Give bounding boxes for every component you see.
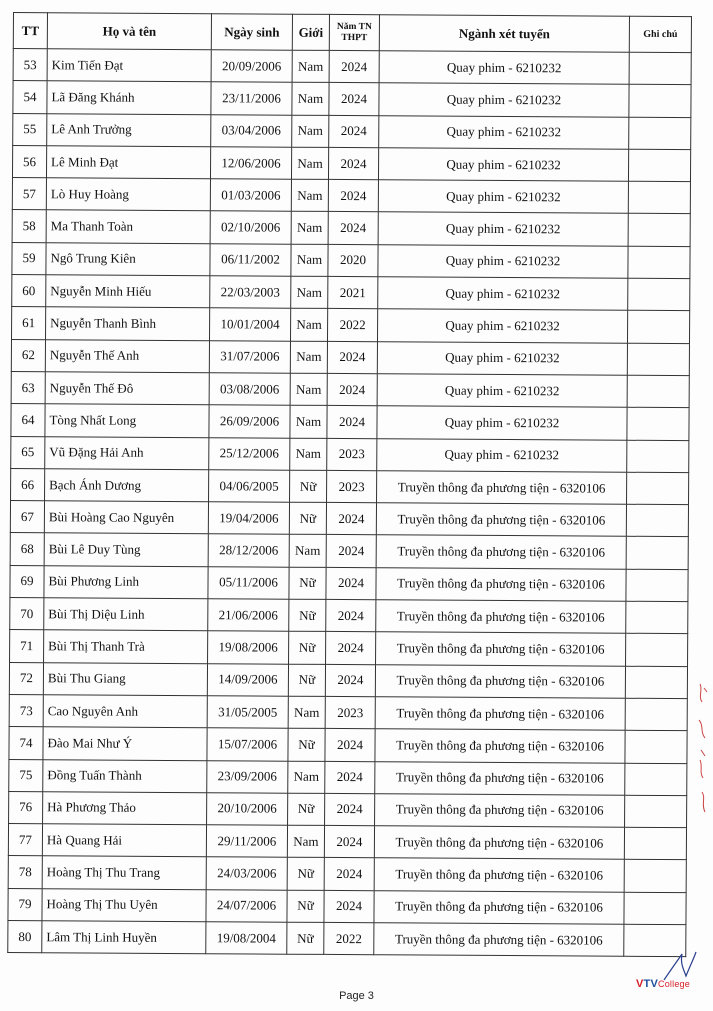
cell-dob: 12/06/2006 <box>210 147 291 180</box>
table-row <box>12 307 690 343</box>
cell-dob: 20/09/2006 <box>211 50 292 83</box>
cell-gender: Nam <box>291 212 328 245</box>
table-row <box>10 598 688 634</box>
cell-major: Truyền thông đa phương tiện - 6320106 <box>374 826 624 860</box>
cell-note <box>625 795 687 828</box>
cell-note <box>624 892 686 925</box>
cell-gender: Nữ <box>289 502 326 535</box>
cell-name: Hà Phương Thảo <box>43 792 207 825</box>
cell-tt: 72 <box>9 662 43 695</box>
cell-major: Truyền thông đa phương tiện - 6320106 <box>374 858 624 892</box>
table-row <box>9 791 687 827</box>
cell-graduation-year: 2024 <box>325 664 375 697</box>
cell-dob: 25/12/2006 <box>209 437 290 470</box>
table-row <box>11 371 689 407</box>
cell-note <box>625 666 687 699</box>
table-row <box>8 824 686 860</box>
cell-gender: Nam <box>292 83 329 116</box>
cell-name: Lâm Thị Linh Huyền <box>42 921 206 954</box>
cell-graduation-year: 2024 <box>327 373 377 406</box>
cell-name: Lã Đăng Khánh <box>47 81 211 114</box>
table-header <box>13 13 691 53</box>
cell-dob: 31/05/2005 <box>207 696 288 729</box>
cell-gender: Nữ <box>289 599 326 632</box>
cell-graduation-year: 2023 <box>327 438 377 471</box>
cell-name: Bùi Thị Diệu Linh <box>44 598 208 631</box>
cell-gender: Nữ <box>289 632 326 665</box>
table-row <box>12 275 690 311</box>
cell-graduation-year: 2023 <box>327 470 377 503</box>
cell-tt: 57 <box>12 178 46 211</box>
table-row <box>8 921 686 957</box>
cell-name: Ma Thanh Toàn <box>46 210 210 243</box>
table-row <box>12 242 690 278</box>
cell-name: Bùi Thị Thanh Trà <box>44 630 208 663</box>
cell-note <box>626 537 688 570</box>
cell-major: Truyền thông đa phương tiện - 6320106 <box>375 664 625 698</box>
cell-note <box>628 246 690 279</box>
header-tt: TT <box>13 13 47 49</box>
cell-major: Truyền thông đa phương tiện - 6320106 <box>377 471 627 505</box>
cell-gender: Nam <box>291 276 328 309</box>
cell-dob: 19/04/2006 <box>208 502 289 535</box>
cell-major: Quay phim - 6210232 <box>377 341 627 375</box>
cell-note <box>627 311 689 344</box>
cell-gender: Nữ <box>287 922 324 955</box>
cell-dob: 26/09/2006 <box>209 405 290 438</box>
cell-graduation-year: 2024 <box>325 729 375 762</box>
cell-name: Bạch Ánh Dương <box>45 469 209 502</box>
cell-note <box>627 440 689 473</box>
cell-major: Truyền thông đa phương tiện - 6320106 <box>375 761 625 795</box>
table-row <box>13 49 691 85</box>
cell-dob: 05/11/2006 <box>208 566 289 599</box>
cell-graduation-year: 2024 <box>327 406 377 439</box>
header-graduation-year-line2: THPT <box>341 32 368 43</box>
cell-tt: 62 <box>11 339 45 372</box>
cell-dob: 19/08/2004 <box>206 922 287 955</box>
cell-dob: 24/07/2006 <box>206 889 287 922</box>
cell-major: Truyền thông đa phương tiện - 6320106 <box>375 729 625 763</box>
cell-major: Truyền thông đa phương tiện - 6320106 <box>376 535 626 569</box>
handwritten-marks-icon <box>694 680 713 820</box>
cell-tt: 63 <box>11 371 45 404</box>
cell-tt: 69 <box>10 565 44 598</box>
cell-tt: 56 <box>12 145 46 178</box>
cell-major: Quay phim - 6210232 <box>377 438 627 472</box>
cell-name: Kim Tiến Đạt <box>47 49 211 82</box>
cell-tt: 55 <box>13 113 47 146</box>
cell-note <box>626 569 688 602</box>
cell-tt: 74 <box>9 727 43 760</box>
cell-tt: 66 <box>11 468 45 501</box>
cell-dob: 21/06/2006 <box>208 599 289 632</box>
cell-graduation-year: 2020 <box>328 244 378 277</box>
cell-tt: 59 <box>12 242 46 275</box>
table-row <box>11 339 689 375</box>
cell-tt: 61 <box>12 307 46 340</box>
cell-tt: 73 <box>9 694 43 727</box>
cell-note <box>627 408 689 441</box>
cell-note <box>628 181 690 214</box>
cell-dob: 22/03/2003 <box>210 276 291 309</box>
header-major: Ngành xét tuyển <box>379 15 629 53</box>
header-graduation-year <box>329 14 379 50</box>
cell-note <box>629 52 691 85</box>
logo-v: V <box>636 978 644 990</box>
cell-graduation-year: 2024 <box>326 632 376 665</box>
cell-major: Quay phim - 6210232 <box>377 374 627 408</box>
table-row <box>10 630 688 666</box>
cell-major: Truyền thông đa phương tiện - 6320106 <box>376 600 626 634</box>
cell-name: Nguyễn Minh Hiếu <box>46 275 210 308</box>
cell-graduation-year: 2024 <box>326 599 376 632</box>
cell-major: Quay phim - 6210232 <box>378 277 628 311</box>
cell-tt: 65 <box>11 436 45 469</box>
cell-note <box>626 601 688 634</box>
cell-tt: 80 <box>8 921 42 954</box>
cell-graduation-year: 2024 <box>329 50 379 83</box>
cell-dob: 03/08/2006 <box>209 373 290 406</box>
cell-note <box>628 149 690 182</box>
cell-major: Quay phim - 6210232 <box>379 51 629 85</box>
cell-note <box>625 730 687 763</box>
table-row <box>9 727 687 763</box>
cell-graduation-year: 2022 <box>327 309 377 342</box>
cell-dob: 06/11/2002 <box>210 243 291 276</box>
cell-name: Cao Nguyên Anh <box>43 695 207 728</box>
cell-major: Truyền thông đa phương tiện - 6320106 <box>374 923 624 957</box>
cell-name: Bùi Thu Giang <box>43 662 207 695</box>
page-number: Page 3 <box>339 990 374 1002</box>
cell-name: Đào Mai Như Ý <box>43 727 207 760</box>
cell-name: Lê Anh Trưởng <box>47 113 211 146</box>
cell-note <box>624 827 686 860</box>
cell-name: Nguyễn Thanh Bình <box>46 307 210 340</box>
cell-graduation-year: 2024 <box>326 503 376 536</box>
cell-tt: 68 <box>10 533 44 566</box>
cell-tt: 67 <box>10 501 44 534</box>
cell-name: Bùi Lê Duy Tùng <box>44 533 208 566</box>
cell-tt: 76 <box>9 791 43 824</box>
cell-major: Truyền thông đa phương tiện - 6320106 <box>376 503 626 537</box>
cell-major: Quay phim - 6210232 <box>378 180 628 214</box>
table-row <box>11 468 689 504</box>
cell-dob: 14/09/2006 <box>207 663 288 696</box>
cell-gender: Nữ <box>288 728 325 761</box>
cell-note <box>624 860 686 893</box>
cell-name: Hoàng Thị Thu Trang <box>42 856 206 889</box>
cell-gender: Nam <box>290 373 327 406</box>
cell-name: Bùi Phương Linh <box>44 565 208 598</box>
cell-major: Truyền thông đa phương tiện - 6320106 <box>376 632 626 666</box>
cell-dob: 31/07/2006 <box>209 340 290 373</box>
table-row <box>12 178 690 214</box>
table-row <box>9 694 687 730</box>
table-row <box>9 759 687 795</box>
cell-dob: 19/08/2006 <box>208 631 289 664</box>
cell-dob: 03/04/2006 <box>211 114 292 147</box>
cell-gender: Nam <box>288 696 325 729</box>
cell-dob: 28/12/2006 <box>208 534 289 567</box>
cell-tt: 78 <box>8 856 42 889</box>
cell-graduation-year: 2024 <box>326 535 376 568</box>
cell-dob: 23/11/2006 <box>211 82 292 115</box>
cell-note <box>627 472 689 505</box>
cell-graduation-year: 2021 <box>328 277 378 310</box>
cell-graduation-year: 2024 <box>325 761 375 794</box>
cell-note <box>628 214 690 247</box>
cell-dob: 01/03/2006 <box>210 179 291 212</box>
cell-note <box>629 117 691 150</box>
cell-graduation-year: 2024 <box>328 212 378 245</box>
cell-graduation-year: 2024 <box>324 826 374 859</box>
cell-graduation-year: 2024 <box>325 793 375 826</box>
table-row <box>8 888 686 924</box>
cell-gender: Nam <box>287 825 324 858</box>
cell-name: Lê Minh Đạt <box>46 146 210 179</box>
cell-gender: Nam <box>290 309 327 342</box>
table-row <box>13 113 691 149</box>
cell-graduation-year: 2024 <box>328 147 378 180</box>
cell-tt: 75 <box>9 759 43 792</box>
cell-tt: 71 <box>10 630 44 663</box>
cell-major: Quay phim - 6210232 <box>379 83 629 117</box>
cell-gender: Nam <box>288 761 325 794</box>
table-row <box>9 662 687 698</box>
cell-name: Bùi Hoàng Cao Nguyên <box>44 501 208 534</box>
cell-gender: Nữ <box>287 890 324 923</box>
cell-gender: Nữ <box>289 567 326 600</box>
cell-gender: Nam <box>292 50 329 83</box>
cell-major: Truyền thông đa phương tiện - 6320106 <box>375 697 625 731</box>
cell-dob: 23/09/2006 <box>207 760 288 793</box>
cell-tt: 77 <box>8 824 42 857</box>
logo-tv: TV <box>643 978 659 990</box>
cell-dob: 02/10/2006 <box>210 211 291 244</box>
cell-name: Hoàng Thị Thu Uyên <box>42 888 206 921</box>
cell-gender: Nam <box>290 438 327 471</box>
cell-name: Ngô Trung Kiên <box>46 242 210 275</box>
cell-note <box>627 343 689 376</box>
cell-gender: Nam <box>290 341 327 374</box>
cell-gender: Nữ <box>290 470 327 503</box>
cell-tt: 58 <box>12 210 46 243</box>
cell-gender: Nữ <box>287 858 324 891</box>
table-row <box>11 404 689 440</box>
cell-dob: 29/11/2006 <box>206 825 287 858</box>
cell-name: Nguyễn Thế Đô <box>45 372 209 405</box>
cell-major: Quay phim - 6210232 <box>378 212 628 246</box>
cell-tt: 60 <box>12 275 46 308</box>
cell-gender: Nam <box>289 535 326 568</box>
cell-name: Nguyễn Thế Anh <box>45 339 209 372</box>
cell-major: Quay phim - 6210232 <box>379 115 629 149</box>
cell-tt: 53 <box>13 49 47 82</box>
cell-note <box>629 85 691 118</box>
cell-gender: Nam <box>291 179 328 212</box>
logo-college: College <box>658 979 690 989</box>
cell-note <box>628 278 690 311</box>
admission-list-table <box>7 12 692 957</box>
cell-tt: 79 <box>8 888 42 921</box>
cell-gender: Nữ <box>288 664 325 697</box>
cell-note <box>625 698 687 731</box>
table-row <box>10 533 688 569</box>
cell-graduation-year: 2024 <box>324 858 374 891</box>
cell-gender: Nữ <box>288 793 325 826</box>
cell-gender: Nam <box>290 405 327 438</box>
cell-major: Quay phim - 6210232 <box>378 245 628 279</box>
header-gender: Giới <box>292 14 329 50</box>
cell-graduation-year: 2024 <box>328 180 378 213</box>
cell-tt: 64 <box>11 404 45 437</box>
cell-name: Vũ Đặng Hải Anh <box>45 436 209 469</box>
cell-name: Tòng Nhất Long <box>45 404 209 437</box>
cell-note <box>626 634 688 667</box>
cell-graduation-year: 2024 <box>329 83 379 116</box>
header-row <box>13 13 691 53</box>
cell-gender: Nam <box>292 115 329 148</box>
cell-name: Hà Quang Hải <box>42 824 206 857</box>
table-row <box>10 565 688 601</box>
cell-note <box>627 375 689 408</box>
cell-gender: Nam <box>291 147 328 180</box>
vtv-college-logo <box>636 978 690 990</box>
cell-graduation-year: 2024 <box>326 567 376 600</box>
header-name: Họ và tên <box>47 13 211 50</box>
cell-tt: 54 <box>13 81 47 114</box>
table-row <box>8 856 686 892</box>
header-graduation-year-line1: Năm TN <box>336 21 372 32</box>
cell-major: Truyền thông đa phương tiện - 6320106 <box>375 794 625 828</box>
cell-dob: 15/07/2006 <box>207 728 288 761</box>
table-row <box>11 436 689 472</box>
cell-graduation-year: 2024 <box>324 890 374 923</box>
table-row <box>12 145 690 181</box>
cell-name: Đồng Tuấn Thành <box>43 759 207 792</box>
cell-major: Truyền thông đa phương tiện - 6320106 <box>376 567 626 601</box>
header-dob: Ngày sinh <box>211 14 292 50</box>
header-note: Ghi chú <box>629 16 691 52</box>
cell-major: Truyền thông đa phương tiện - 6320106 <box>374 890 624 924</box>
cell-major: Quay phim - 6210232 <box>377 406 627 440</box>
cell-graduation-year: 2024 <box>327 341 377 374</box>
cell-major: Quay phim - 6210232 <box>377 309 627 343</box>
cell-major: Quay phim - 6210232 <box>378 148 628 182</box>
cell-name: Lò Huy Hoàng <box>46 178 210 211</box>
cell-dob: 24/03/2006 <box>206 857 287 890</box>
table-row <box>10 501 688 537</box>
table-row <box>13 81 691 117</box>
table-row <box>12 210 690 246</box>
cell-gender: Nam <box>291 244 328 277</box>
cell-note <box>626 504 688 537</box>
table-body <box>8 49 692 957</box>
cell-graduation-year: 2022 <box>324 922 374 955</box>
cell-dob: 10/01/2004 <box>209 308 290 341</box>
cell-graduation-year: 2024 <box>329 115 379 148</box>
cell-graduation-year: 2023 <box>325 696 375 729</box>
cell-dob: 20/10/2006 <box>207 793 288 826</box>
cell-dob: 04/06/2005 <box>209 470 290 503</box>
cell-tt: 70 <box>10 598 44 631</box>
cell-note <box>625 763 687 796</box>
